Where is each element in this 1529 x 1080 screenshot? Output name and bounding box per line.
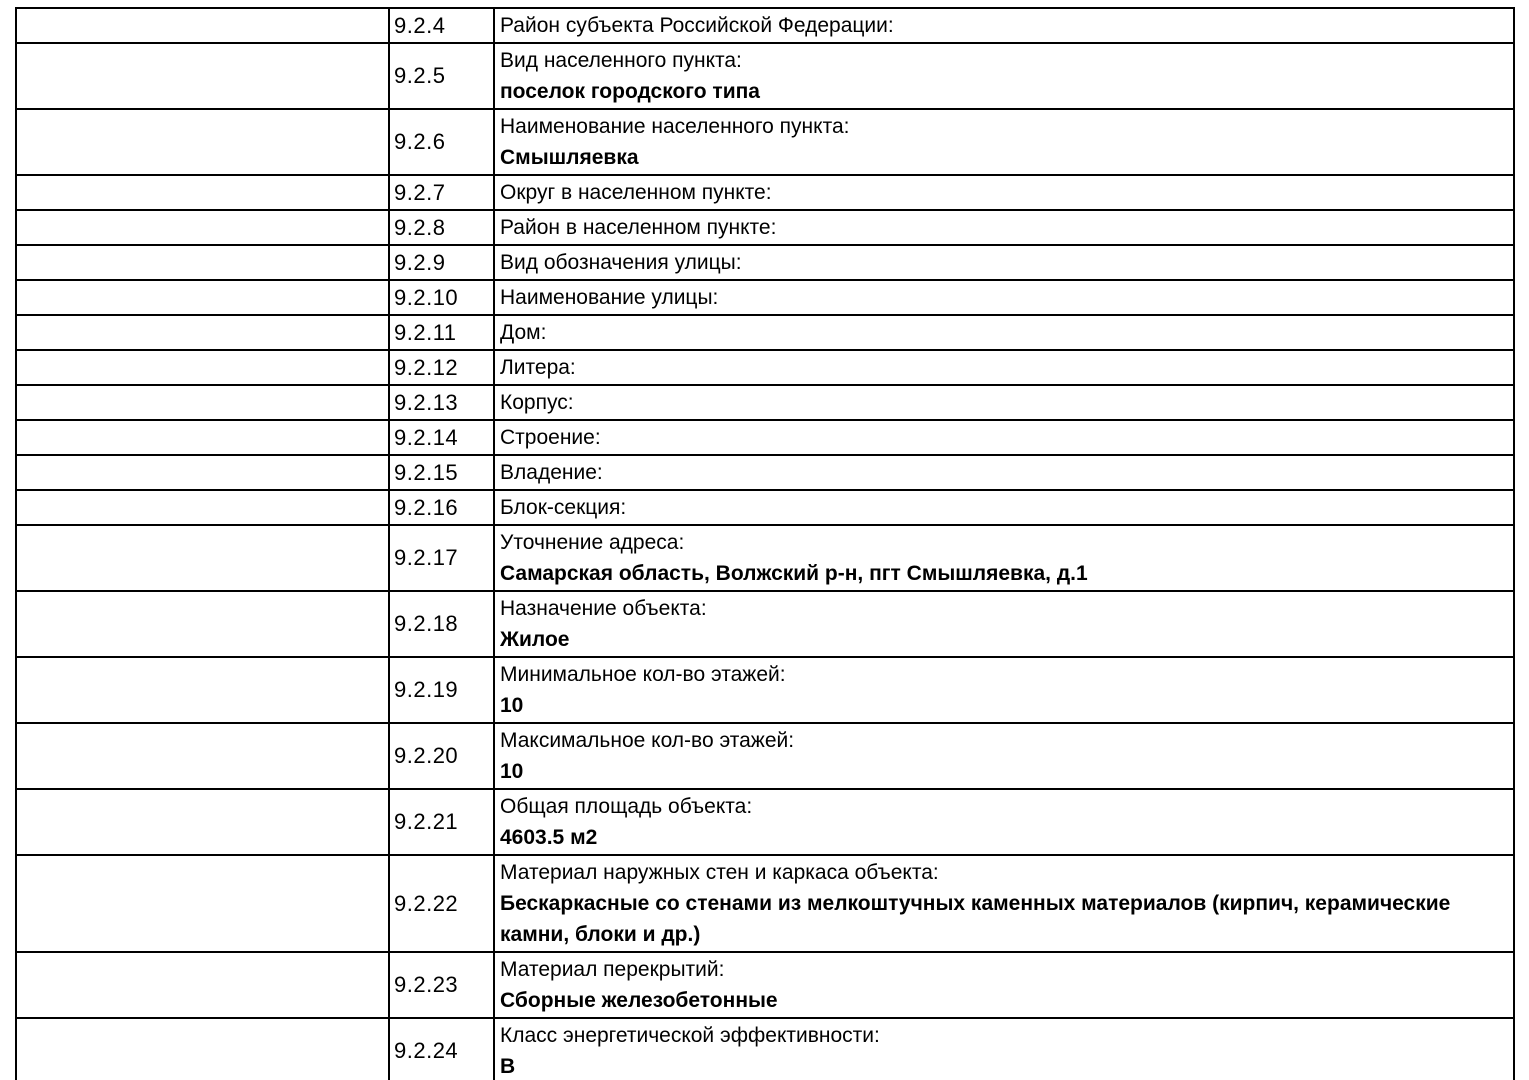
field-cell (494, 175, 1514, 210)
empty-cell (16, 789, 389, 855)
row-number: 9.2.5 (389, 43, 494, 109)
empty-cell (16, 210, 389, 245)
field-cell (494, 591, 1514, 657)
empty-cell (16, 420, 389, 455)
row-number: 9.2.7 (389, 175, 494, 210)
field-label: Строение: (500, 426, 601, 449)
field-cell (494, 315, 1514, 350)
field-label: Минимальное кол-во этажей: (500, 663, 786, 686)
field-label: Район субъекта Российской Федерации: (500, 14, 894, 37)
field-cell (494, 420, 1514, 455)
table-row (16, 385, 1514, 420)
field-label: Общая площадь объекта: (500, 795, 753, 818)
table-row (16, 657, 1514, 723)
field-value: 10 (500, 694, 524, 717)
field-label: Дом: (500, 321, 547, 344)
row-number: 9.2.22 (389, 855, 494, 952)
empty-cell (16, 350, 389, 385)
field-value: Самарская область, Волжский р-н, пгт Смышляевка, д.1 (500, 562, 1088, 585)
field-value: 10 (500, 760, 524, 783)
field-cell (494, 43, 1514, 109)
field-cell (494, 1018, 1514, 1080)
field-label: Материал наружных стен и каркаса объекта: (500, 861, 939, 884)
field-cell (494, 789, 1514, 855)
field-cell (494, 245, 1514, 280)
empty-cell (16, 43, 389, 109)
table-row (16, 315, 1514, 350)
table-row (16, 210, 1514, 245)
row-number: 9.2.12 (389, 350, 494, 385)
empty-cell (16, 455, 389, 490)
table-row (16, 420, 1514, 455)
row-number: 9.2.18 (389, 591, 494, 657)
table-row (16, 245, 1514, 280)
field-cell (494, 525, 1514, 591)
table-row (16, 525, 1514, 591)
table-row (16, 350, 1514, 385)
field-value: поселок городского типа (500, 80, 760, 103)
row-number: 9.2.6 (389, 109, 494, 175)
table-row (16, 490, 1514, 525)
empty-cell (16, 525, 389, 591)
table-row (16, 8, 1514, 43)
field-label: Район в населенном пункте: (500, 216, 777, 239)
field-cell (494, 385, 1514, 420)
empty-cell (16, 245, 389, 280)
row-number: 9.2.10 (389, 280, 494, 315)
table-row (16, 952, 1514, 1018)
table-row (16, 280, 1514, 315)
empty-cell (16, 591, 389, 657)
field-label: Владение: (500, 461, 603, 484)
empty-cell (16, 657, 389, 723)
field-cell (494, 280, 1514, 315)
row-number: 9.2.19 (389, 657, 494, 723)
empty-cell (16, 723, 389, 789)
table-row (16, 723, 1514, 789)
field-label: Наименование населенного пункта: (500, 115, 850, 138)
field-cell (494, 455, 1514, 490)
field-label: Уточнение адреса: (500, 531, 685, 554)
field-cell (494, 350, 1514, 385)
field-value: Сборные железобетонные (500, 989, 778, 1012)
field-cell (494, 109, 1514, 175)
empty-cell (16, 315, 389, 350)
field-label: Литера: (500, 356, 576, 379)
field-label: Корпус: (500, 391, 574, 414)
row-number: 9.2.13 (389, 385, 494, 420)
field-label: Класс энергетической эффективности: (500, 1024, 880, 1047)
row-number: 9.2.15 (389, 455, 494, 490)
empty-cell (16, 952, 389, 1018)
table-row (16, 43, 1514, 109)
field-cell (494, 952, 1514, 1018)
field-label: Вид населенного пункта: (500, 49, 742, 72)
table-row (16, 109, 1514, 175)
field-cell (494, 8, 1514, 43)
empty-cell (16, 109, 389, 175)
table-row (16, 855, 1514, 952)
field-cell (494, 657, 1514, 723)
row-number: 9.2.21 (389, 789, 494, 855)
empty-cell (16, 1018, 389, 1080)
field-cell (494, 723, 1514, 789)
field-label: Максимальное кол-во этажей: (500, 729, 795, 752)
table-row (16, 789, 1514, 855)
row-number: 9.2.11 (389, 315, 494, 350)
field-label: Вид обозначения улицы: (500, 251, 742, 274)
field-label: Материал перекрытий: (500, 958, 725, 981)
row-number: 9.2.20 (389, 723, 494, 789)
empty-cell (16, 385, 389, 420)
row-number: 9.2.23 (389, 952, 494, 1018)
table-row (16, 175, 1514, 210)
row-number: 9.2.8 (389, 210, 494, 245)
row-number: 9.2.16 (389, 490, 494, 525)
object-info-table (15, 7, 1515, 1080)
field-value: Смышляевка (500, 146, 639, 169)
field-value: Жилое (500, 628, 570, 651)
row-number: 9.2.9 (389, 245, 494, 280)
field-label: Назначение объекта: (500, 597, 707, 620)
field-value: В (500, 1055, 516, 1078)
field-label: Блок-секция: (500, 496, 627, 519)
table-row (16, 455, 1514, 490)
table-body (16, 8, 1514, 1080)
table-row (16, 591, 1514, 657)
field-cell (494, 855, 1514, 952)
field-cell (494, 490, 1514, 525)
empty-cell (16, 175, 389, 210)
field-value: 4603.5 м2 (500, 826, 598, 849)
empty-cell (16, 855, 389, 952)
empty-cell (16, 8, 389, 43)
row-number: 9.2.14 (389, 420, 494, 455)
table-row (16, 1018, 1514, 1080)
field-value: Бескаркасные со стенами из мелкоштучных каменных материалов (кирпич, керамические камни, блоки и др.) (500, 892, 1451, 946)
field-cell (494, 210, 1514, 245)
row-number: 9.2.24 (389, 1018, 494, 1080)
field-label: Наименование улицы: (500, 286, 719, 309)
field-label: Округ в населенном пункте: (500, 181, 772, 204)
row-number: 9.2.4 (389, 8, 494, 43)
empty-cell (16, 280, 389, 315)
row-number: 9.2.17 (389, 525, 494, 591)
empty-cell (16, 490, 389, 525)
